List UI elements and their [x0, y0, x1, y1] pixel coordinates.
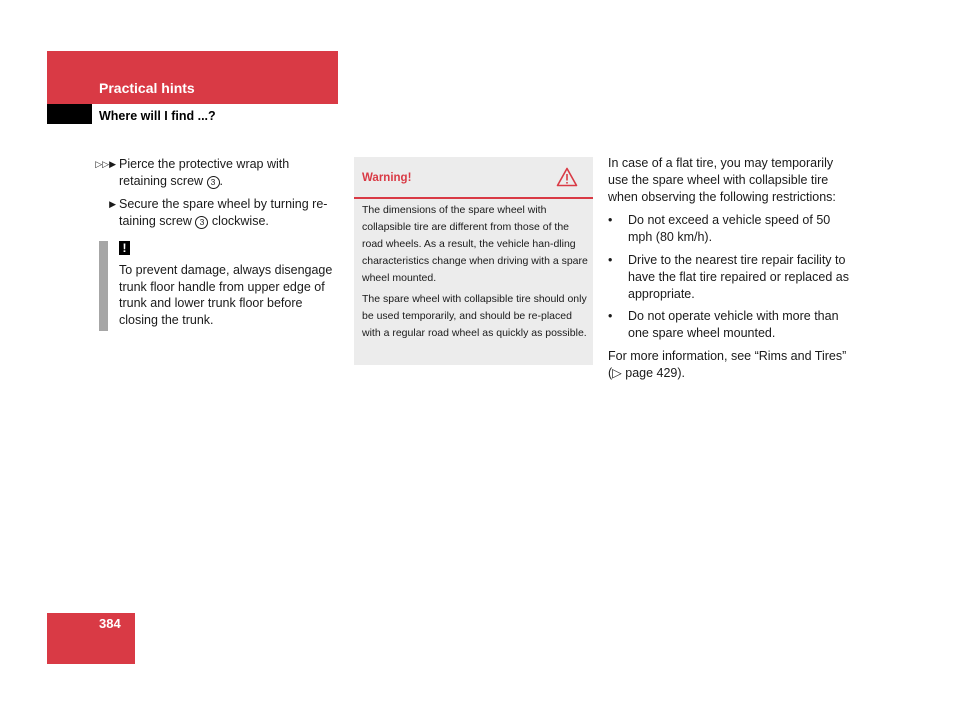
callout-number: 3 — [207, 176, 220, 189]
page-reference: For more information, see “Rims and Tires” (▷ page 429). — [608, 348, 847, 380]
header-banner — [47, 51, 338, 104]
instruction-step: ▷▷▶ Pierce the protective wrap with retaining screw 3 . — [80, 156, 340, 189]
section-title: Practical hints — [99, 80, 195, 96]
warning-paragraph: The dimensions of the spare wheel with collapsible tire are different from those of the road wheels. As a result, the vehicle han-dling characteristics change when driving with a spare wheel mounted. — [362, 204, 588, 284]
page-number-tab — [47, 613, 135, 664]
warning-box — [354, 157, 593, 365]
bullet-icon: • — [608, 309, 613, 324]
restrictions-column — [608, 155, 853, 389]
intro-paragraph: In case of a flat tire, you may temporarily use the spare wheel with collapsible tire when observing the following restrictions: — [608, 156, 836, 204]
list-item: • Do not operate vehicle with more than one spare wheel mounted. — [608, 309, 839, 341]
page-number: 384 — [99, 616, 121, 631]
exclamation-icon: ! — [119, 241, 130, 255]
list-item: • Do not exceed a vehicle speed of 50 mph (80 km/h). — [608, 213, 831, 245]
step-arrow-icon: ▶ — [109, 199, 116, 209]
warning-triangle-icon — [556, 167, 578, 187]
warning-header — [354, 157, 593, 197]
notice-text: To prevent damage, always disengage trunk floor handle from upper edge of trunk and lower trunk floor before closing the trunk. — [119, 263, 333, 327]
subsection-title: Where will I find ...? — [99, 109, 216, 123]
bullet-icon: • — [608, 252, 613, 267]
callout-number: 3 — [195, 216, 208, 229]
list-item: • Drive to the nearest tire repair facility to have the flat tire repaired or replaced as appropriate. — [608, 252, 849, 301]
notice-bar — [99, 241, 108, 331]
bullet-icon: • — [608, 213, 613, 228]
warning-body — [362, 202, 588, 346]
warning-paragraph: The spare wheel with collapsible tire should only be used temporarily, and should be re-placed with a regular road wheel as quickly as possible. — [362, 293, 587, 339]
notice-box — [99, 241, 339, 331]
instructions-column — [80, 156, 340, 236]
instruction-step: ▶ Secure the spare wheel by turning re-taining screw 3 clockwise. — [80, 196, 340, 229]
warning-divider — [354, 197, 593, 199]
warning-label: Warning! — [362, 172, 412, 184]
continue-arrow-icon: ▷▷▶ — [95, 159, 116, 169]
header-tab-marker — [47, 104, 92, 124]
